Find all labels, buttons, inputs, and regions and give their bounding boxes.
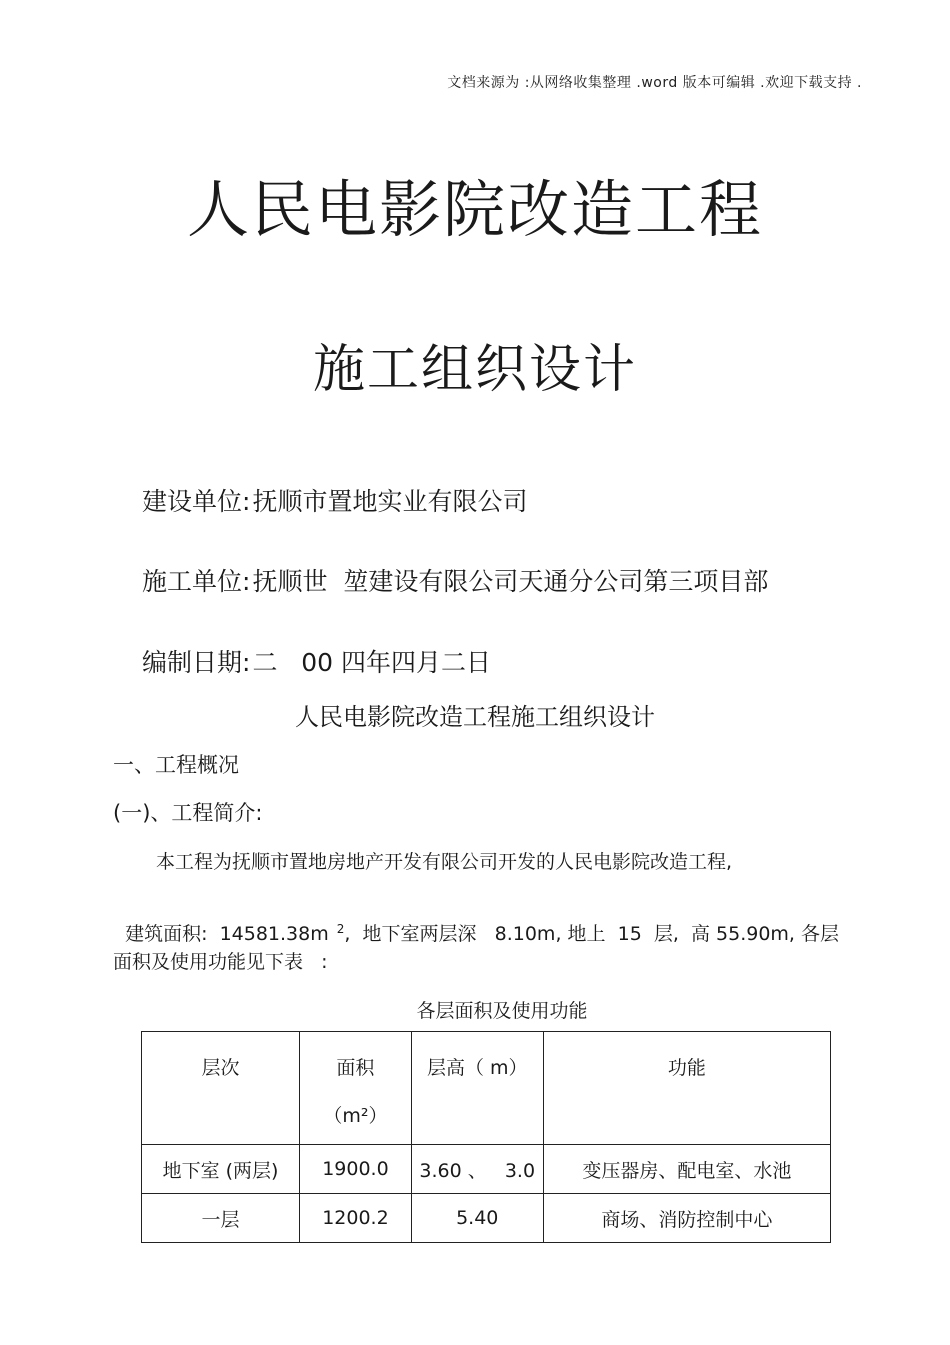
cell-function: 变压器房、配电室、水池 — [543, 1145, 830, 1194]
section-heading: 一、工程概况 — [113, 753, 239, 777]
header-area-line2: （m²） — [323, 1105, 388, 1127]
table-row — [142, 1194, 831, 1243]
cell-height: 3.60 、 3.0 — [411, 1145, 543, 1194]
superscript-2: 2 — [336, 921, 345, 936]
paragraph-line-2 — [113, 897, 839, 946]
header-function: 功能 — [543, 1032, 830, 1145]
header-note: 文档来源为 :从网络收集整理 .word 版本可编辑 .欢迎下载支持 . — [447, 75, 862, 91]
cell-height: 5.40 — [411, 1194, 543, 1243]
header-floor: 层次 — [142, 1032, 300, 1145]
document-title: 人民电影院改造工程施工组织设计 — [295, 703, 655, 731]
cell-area: 1900.0 — [300, 1145, 412, 1194]
contractor-label: 施工单位: — [142, 567, 251, 596]
table-header-row — [142, 1032, 831, 1145]
contractor-value: 抚顺世 堃建设有限公司天通分公司第三项目部 — [252, 567, 769, 596]
area-text: 建筑面积: 14581.38m — [125, 923, 329, 945]
builder-value: 抚顺市置地实业有限公司 — [252, 487, 528, 516]
cover-title: 人民电影院改造工程 — [186, 173, 763, 246]
date-value: 二 00 四年四月二日 — [252, 648, 492, 677]
cell-floor: 一层 — [142, 1194, 300, 1243]
floor-area-table — [141, 1031, 831, 1243]
builder-label: 建设单位: — [142, 487, 251, 516]
builder-line — [142, 482, 527, 518]
cover-subtitle: 施工组织设计 — [312, 340, 637, 400]
floors-text: , 地下室两层深 8.10m, 地上 15 层, 高 55.90m, 各层 — [344, 923, 839, 945]
header-height: 层高（ m） — [411, 1032, 543, 1145]
table-caption: 各层面积及使用功能 — [416, 1000, 588, 1022]
table-row — [142, 1145, 831, 1194]
date-label: 编制日期: — [142, 648, 251, 677]
cell-floor: 地下室 (两层) — [142, 1145, 300, 1194]
subsection-heading: (一)、工程简介: — [113, 801, 263, 825]
header-area — [300, 1032, 412, 1145]
cell-function: 商场、消防控制中心 — [543, 1194, 830, 1243]
paragraph-line-1: 本工程为抚顺市置地房地产开发有限公司开发的人民电影院改造工程, — [156, 851, 733, 873]
contractor-line — [142, 562, 768, 598]
cell-area: 1200.2 — [300, 1194, 412, 1243]
header-area-line1: 面积 — [336, 1057, 375, 1079]
date-line — [142, 643, 491, 679]
paragraph-line-3: 面积及使用功能见下表 : — [113, 951, 328, 973]
